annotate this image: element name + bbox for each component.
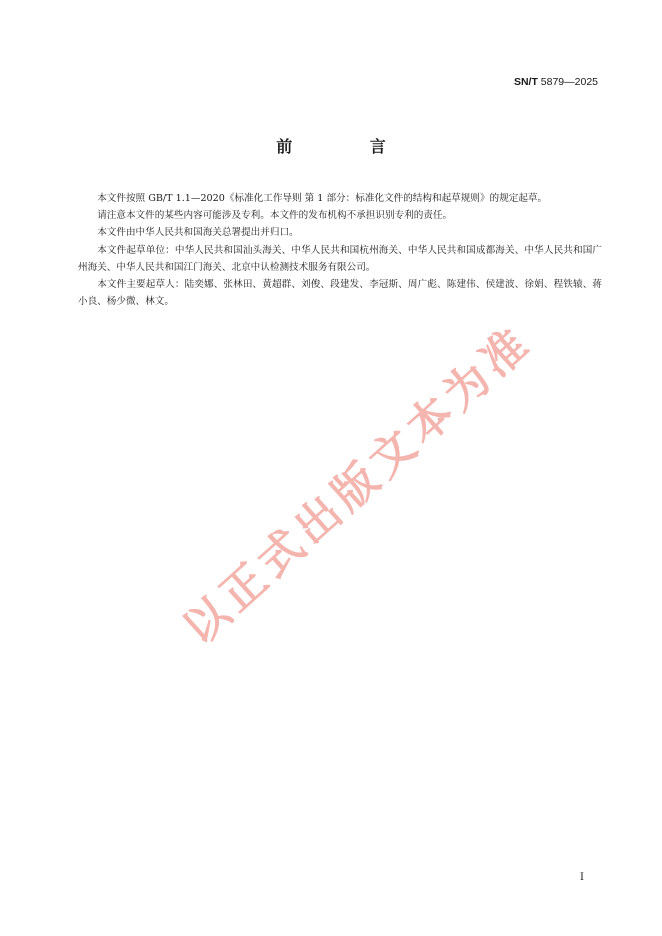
standard-prefix: SN/T bbox=[513, 76, 538, 88]
paragraph-proposer: 本文件由中华人民共和国海关总署提出并归口。 bbox=[97, 227, 299, 239]
foreword-body bbox=[78, 190, 602, 310]
paragraph-drafting-units: 本文件起草单位：中华人民共和国汕头海关、中华人民共和国杭州海关、中华人民共和国成都海关、中华人民共和国广州海关、中华人民共和国江门海关、北京中认检测技术服务有限公司。 bbox=[78, 244, 602, 273]
paragraph-patent-notice: 请注意本文件的某些内容可能涉及专利。本文件的发布机构不承担识别专利的责任。 bbox=[97, 210, 453, 222]
paragraph-drafters: 本文件主要起草人：陆奕娜、张林田、黄超群、刘俊、段建发、李冠斯、周广彪、陈建伟、侯建波、徐娟、程铁辕、蒋小良、杨少微、林文。 bbox=[78, 279, 602, 308]
standard-code bbox=[514, 76, 598, 88]
standard-number: 5879—2025 bbox=[540, 76, 598, 88]
page-number: I bbox=[580, 872, 584, 883]
paragraph-drafting-rules: 本文件按照 GB/T 1.1—2020《标准化工作导则 第 1 部分：标准化文件的结构和起草规则》的规定起草。 bbox=[97, 193, 548, 204]
page-title: 前 言 bbox=[276, 137, 422, 156]
watermark: 以正式出版文本为准 bbox=[173, 315, 543, 655]
